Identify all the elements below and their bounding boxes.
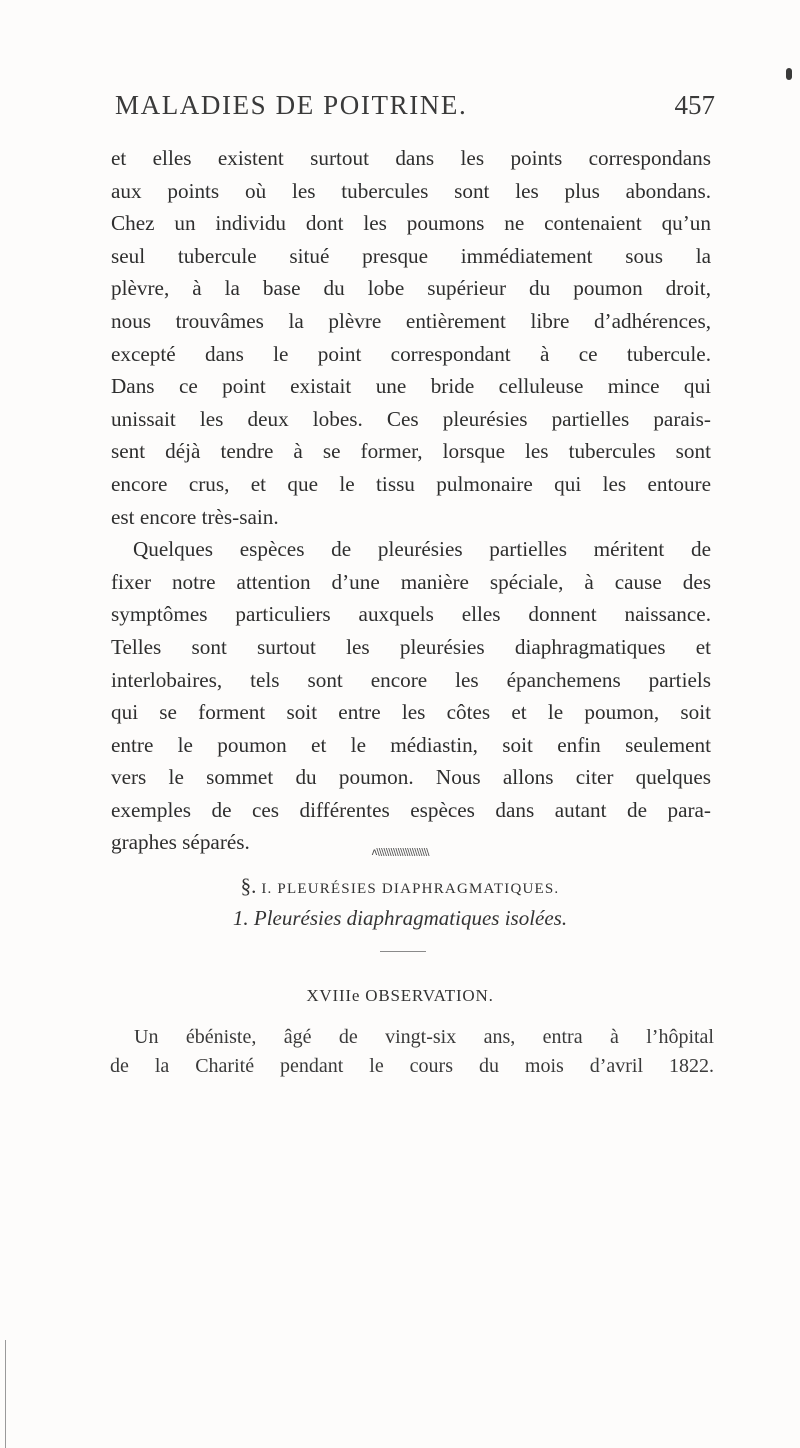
text-line: encore crus, et que le tissu pulmonaire qui les entoure (111, 471, 711, 496)
text-line: excepté dans le point correspondant à ce tubercule. (111, 341, 711, 366)
divider (380, 951, 426, 952)
text-line: et elles existent surtout dans les points correspondans (111, 146, 711, 170)
decorative-ornament: ʌ\\\\\\\\\\\\\\\\\\\\\\ (371, 847, 429, 858)
observation-heading: XVIIIe OBSERVATION. (306, 986, 494, 1005)
section-heading (0, 874, 800, 899)
text-line: aux points où les tubercules sont les plus abondans. (111, 178, 711, 203)
text-line: est encore très-sain. (111, 504, 279, 529)
text-line: symptômes particuliers auxquels elles donnent naissance. (111, 602, 711, 627)
section-numeral: I. (261, 881, 273, 897)
text-line: sent déjà tendre à se former, lorsque les tubercules sont (111, 439, 711, 464)
page-number: 457 (674, 90, 715, 120)
text-line: Telles sont surtout les pleurésies diaphragmatiques et (111, 634, 711, 659)
text-line: Chez un individu dont les poumons ne contenaient qu’un (111, 211, 711, 236)
text-line: unissait les deux lobes. Ces pleurésies partielles parais- (111, 406, 711, 431)
page-edge-line (5, 1340, 6, 1448)
section-mark: §. (240, 874, 257, 898)
text-line: nous trouvâmes la plèvre entièrement libre d’adhérences, (111, 308, 711, 333)
ink-spot (786, 68, 792, 80)
text-line: graphes séparés. (111, 830, 250, 855)
text-line: entre le poumon et le médiastin, soit enfin seulement (111, 732, 711, 757)
body-text (111, 142, 711, 859)
running-head: MALADIES DE POITRINE. (115, 90, 468, 120)
observation-text (110, 1023, 714, 1081)
text-line: exemples de ces différentes espèces dans autant de para- (111, 797, 711, 822)
section-title: PLEURÉSIES DIAPHRAGMATIQUES. (277, 881, 560, 897)
page-header (115, 90, 715, 130)
text-line: plèvre, à la base du lobe supérieur du poumon droit, (111, 276, 711, 301)
text-line: Dans ce point existait une bride celluleuse mince qui (111, 374, 711, 399)
text-line: Un ébéniste, âgé de vingt-six ans, entra à l’hôpital (134, 1026, 714, 1048)
text-line: fixer notre attention d’une manière spéciale, à cause des (111, 569, 711, 594)
text-line: seul tubercule situé presque immédiatement sous la (111, 243, 711, 268)
text-line: qui se forment soit entre les côtes et le poumon, soit (111, 700, 711, 725)
text-line: vers le sommet du poumon. Nous allons citer quelques (111, 765, 711, 790)
subsection-heading: 1. Pleurésies diaphragmatiques isolées. (232, 906, 568, 930)
text-line: interlobaires, tels sont encore les épanchemens partiels (111, 667, 711, 692)
text-line: Quelques espèces de pleurésies partielles méritent de (133, 537, 711, 562)
text-line: de la Charité pendant le cours du mois d’avril 1822. (110, 1055, 714, 1077)
